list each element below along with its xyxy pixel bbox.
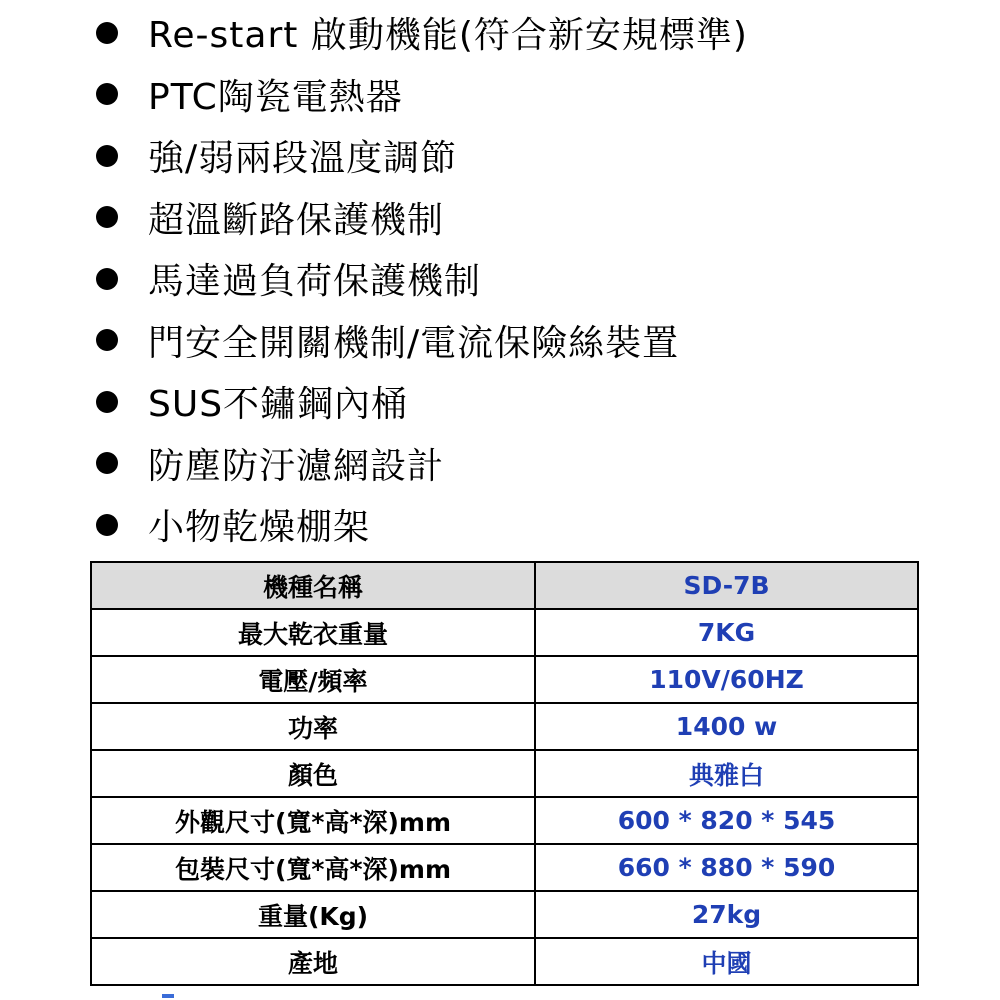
spec-header-row — [91, 562, 918, 609]
spec-row — [91, 938, 918, 985]
spec-row — [91, 844, 918, 891]
feature-text: SUS不鏽鋼內桶 — [148, 384, 409, 426]
bullet-icon — [96, 145, 118, 167]
feature-item — [96, 433, 748, 495]
bullet-icon — [96, 391, 118, 413]
edge-mark — [162, 994, 174, 998]
feature-item — [96, 2, 748, 64]
spec-value: 27kg — [535, 891, 918, 938]
feature-text: 門安全開關機制/電流保險絲裝置 — [148, 322, 680, 364]
feature-item — [96, 125, 748, 187]
feature-item — [96, 248, 748, 310]
spec-value: 110V/60HZ — [535, 656, 918, 703]
spec-label: 電壓/頻率 — [91, 656, 535, 703]
bullet-icon — [96, 452, 118, 474]
feature-text: PTC陶瓷電熱器 — [148, 76, 403, 118]
bullet-icon — [96, 206, 118, 228]
spec-value: 典雅白 — [535, 750, 918, 797]
spec-row — [91, 609, 918, 656]
feature-text: 馬達過負荷保護機制 — [148, 261, 482, 303]
spec-value: 660 * 880 * 590 — [535, 844, 918, 891]
feature-item — [96, 187, 748, 249]
spec-label: 重量(Kg) — [91, 891, 535, 938]
bullet-icon — [96, 329, 118, 351]
spec-row — [91, 750, 918, 797]
spec-value: 1400 w — [535, 703, 918, 750]
feature-text: 超溫斷路保護機制 — [148, 199, 445, 241]
bullet-icon — [96, 22, 118, 44]
spec-value: 7KG — [535, 609, 918, 656]
feature-item — [96, 310, 748, 372]
spec-header-value: SD-7B — [535, 562, 918, 609]
spec-label: 功率 — [91, 703, 535, 750]
bullet-icon — [96, 268, 118, 290]
spec-value: 中國 — [535, 938, 918, 985]
spec-label: 產地 — [91, 938, 535, 985]
spec-row — [91, 891, 918, 938]
spec-header-label: 機種名稱 — [91, 562, 535, 609]
spec-row — [91, 656, 918, 703]
spec-label: 外觀尺寸(寬*高*深)mm — [91, 797, 535, 844]
spec-table — [90, 561, 919, 986]
spec-row — [91, 703, 918, 750]
spec-label: 包裝尺寸(寬*高*深)mm — [91, 844, 535, 891]
bullet-icon — [96, 514, 118, 536]
feature-list — [96, 0, 748, 556]
feature-text: 防塵防汙濾網設計 — [148, 445, 445, 487]
spec-label: 顏色 — [91, 750, 535, 797]
spec-row — [91, 797, 918, 844]
feature-item — [96, 371, 748, 433]
feature-item — [96, 64, 748, 126]
feature-item — [96, 494, 748, 556]
feature-text: Re-start 啟動機能(符合新安規標準) — [148, 15, 748, 57]
bullet-icon — [96, 83, 118, 105]
feature-text: 小物乾燥棚架 — [148, 507, 371, 549]
feature-text: 強/弱兩段溫度調節 — [148, 138, 458, 180]
spec-label: 最大乾衣重量 — [91, 609, 535, 656]
spec-value: 600 * 820 * 545 — [535, 797, 918, 844]
